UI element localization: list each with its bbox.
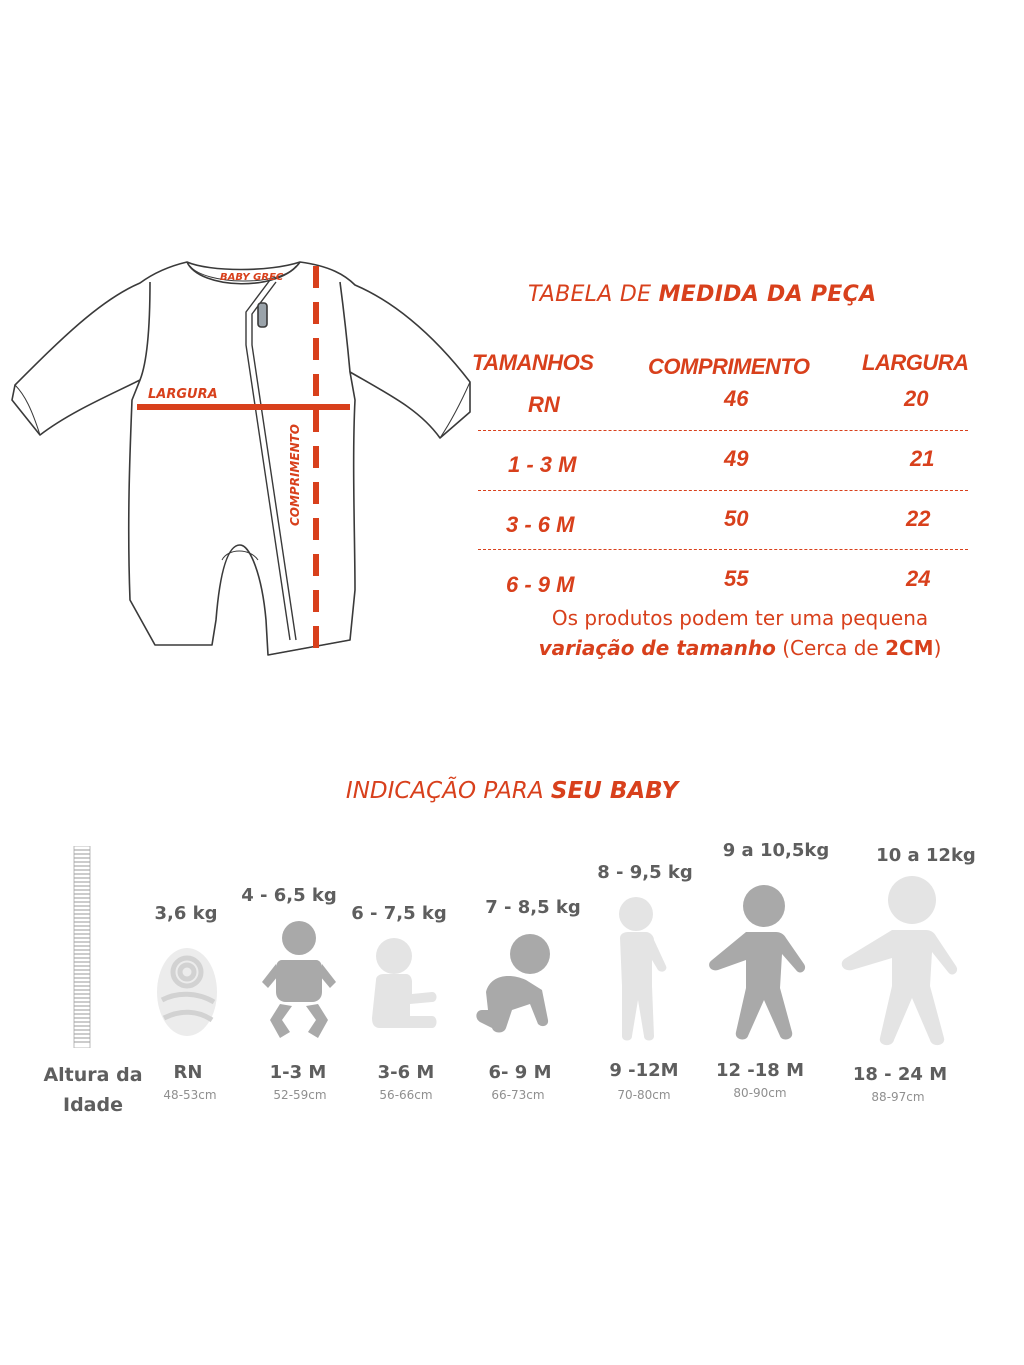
stage-weight: 10 a 12kg: [876, 845, 976, 866]
row-width: 21: [910, 446, 935, 471]
child-walking-icon: [836, 874, 962, 1054]
baby-guide-title: [0, 778, 1024, 804]
stage-weight: 9 a 10,5kg: [722, 840, 830, 861]
width-measure-label: LARGURA: [148, 387, 218, 402]
stage-age: 9 -12M: [609, 1060, 679, 1081]
row-width: 20: [904, 386, 929, 411]
row-divider: [478, 490, 968, 491]
note-bold: 2CM: [885, 636, 934, 660]
row-length: 50: [724, 506, 749, 531]
row-divider: [478, 549, 968, 550]
row-length: 49: [724, 446, 749, 471]
note-middle: (Cerca de: [775, 636, 886, 660]
stage-weight: 7 - 8,5 kg: [485, 897, 581, 918]
axis-label-line2: Idade: [63, 1094, 123, 1116]
row-width: 22: [906, 506, 931, 531]
row-size: 6 - 9 M: [506, 572, 575, 597]
row-size: 3 - 6 M: [506, 512, 575, 537]
stage-height: 70-80cm: [617, 1088, 671, 1102]
stage-age: 1-3 M: [269, 1062, 327, 1083]
baby-sitting-icon: [366, 936, 440, 1040]
swaddled-newborn-icon: [152, 940, 222, 1040]
length-measure-label: COMPRIMENTO: [288, 423, 303, 527]
row-size: 1 - 3 M: [508, 452, 577, 477]
stage-age: RN: [173, 1062, 203, 1083]
stage-age: 18 - 24 M: [852, 1064, 948, 1085]
baby-crawling-icon: [472, 930, 570, 1040]
baby-guide-title-bold: SEU BABY: [550, 778, 679, 804]
header-width: LARGURA: [862, 350, 969, 375]
row-divider: [478, 430, 968, 431]
size-table-title-prefix: TABELA DE: [528, 282, 659, 307]
axis-label-line1: Altura da: [43, 1064, 143, 1086]
height-ruler-icon: [70, 846, 94, 1048]
stage-height: 80-90cm: [733, 1086, 787, 1100]
stage-height: 48-53cm: [163, 1088, 217, 1102]
stage-weight: 8 - 9,5 kg: [597, 862, 693, 883]
size-table-title: [528, 282, 876, 307]
header-length: COMPRIMENTO: [648, 354, 810, 379]
note-emphasis: variação de tamanho: [538, 636, 776, 660]
stage-age: 6- 9 M: [488, 1062, 552, 1083]
row-size: RN: [528, 392, 560, 417]
size-variation-note-line2: [470, 636, 1010, 660]
size-variation-note-line1: Os produtos podem ter uma pequena: [551, 606, 929, 630]
romper-illustration: [0, 250, 480, 670]
stage-weight: 3,6 kg: [154, 903, 218, 924]
baby-standing-icon: [606, 896, 670, 1046]
toddler-walking-icon: [700, 884, 810, 1052]
row-length: 46: [724, 386, 749, 411]
stage-weight: 6 - 7,5 kg: [351, 903, 447, 924]
note-end: ): [933, 636, 942, 660]
stage-height: 88-97cm: [871, 1090, 925, 1104]
baby-guide-title-prefix: INDICAÇÃO PARA: [345, 778, 551, 804]
stage-height: 56-66cm: [379, 1088, 433, 1102]
stage-height: 52-59cm: [273, 1088, 327, 1102]
baby-lying-icon: [258, 920, 340, 1040]
header-sizes: TAMANHOS: [472, 350, 594, 375]
brand-label: BABY GREC: [220, 272, 284, 283]
stage-height: 66-73cm: [491, 1088, 545, 1102]
stage-age: 3-6 M: [377, 1062, 435, 1083]
stage-weight: 4 - 6,5 kg: [241, 885, 337, 906]
size-table-title-bold: MEDIDA DA PEÇA: [658, 282, 877, 307]
row-width: 24: [906, 566, 931, 591]
stage-age: 12 -18 M: [715, 1060, 804, 1081]
row-length: 55: [724, 566, 749, 591]
